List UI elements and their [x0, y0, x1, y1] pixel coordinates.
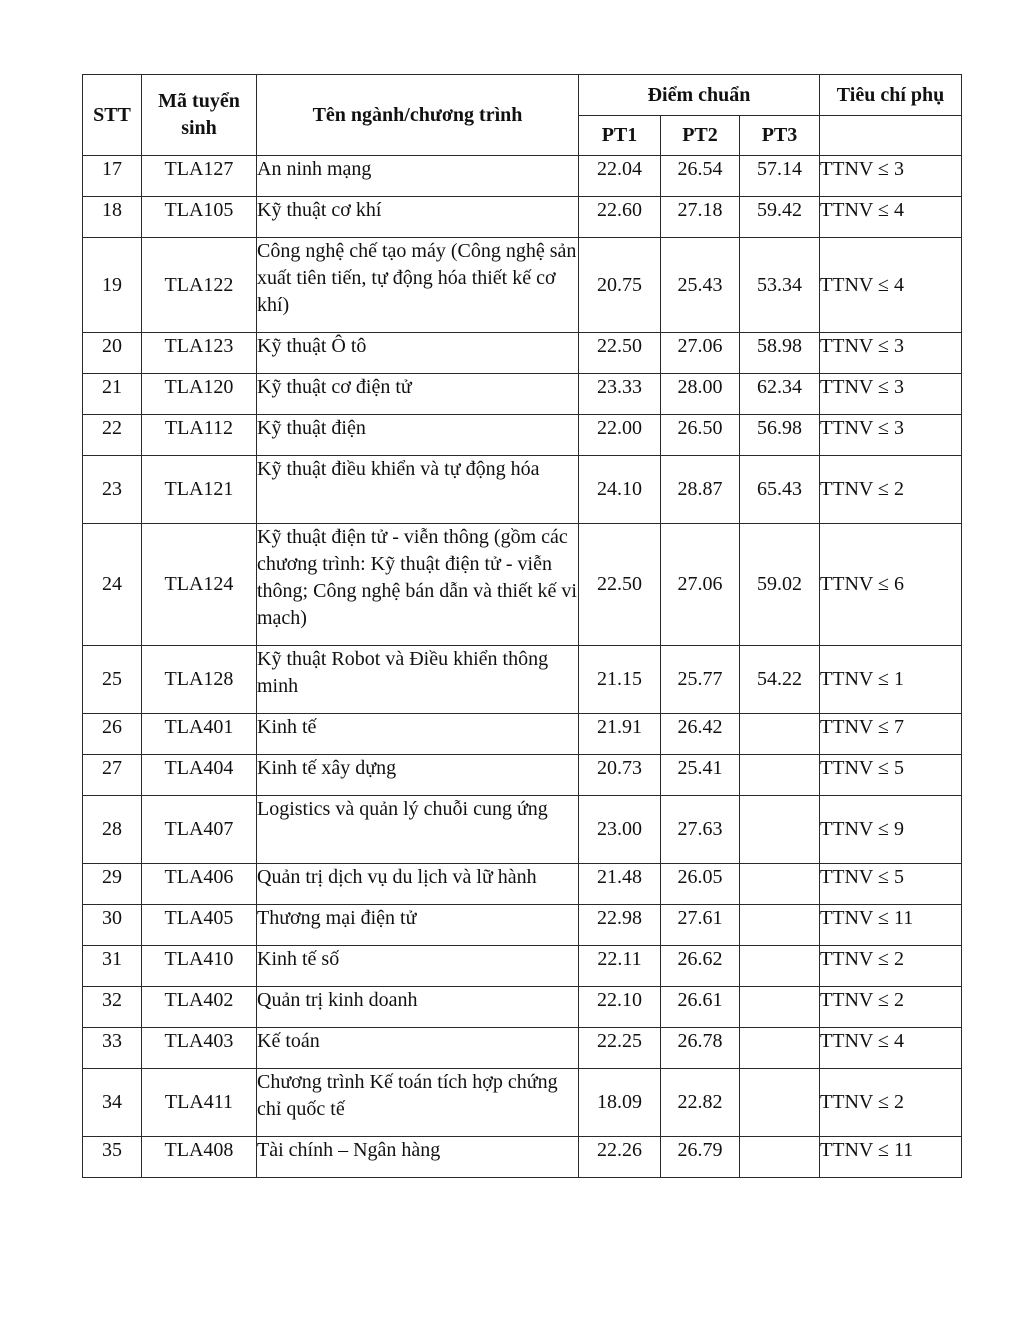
- code-cell: TLA123: [142, 333, 257, 374]
- pt3-score-cell: [740, 864, 820, 905]
- program-name-cell: Kỹ thuật Robot và Điều khiển thông minh: [257, 646, 579, 714]
- header-pt2: PT2: [661, 116, 740, 156]
- stt-cell: 20: [83, 333, 142, 374]
- stt-cell: 17: [83, 156, 142, 197]
- stt-cell: 31: [83, 946, 142, 987]
- pt3-score-cell: 57.14: [740, 156, 820, 197]
- criteria-cell: TTNV ≤ 3: [820, 415, 962, 456]
- pt3-score-cell: [740, 1137, 820, 1178]
- code-cell: TLA122: [142, 238, 257, 333]
- table-row: [83, 755, 962, 796]
- pt1-score-cell: 24.10: [579, 456, 661, 524]
- program-name-cell: Thương mại điện tử: [257, 905, 579, 946]
- pt2-score-cell: 26.62: [661, 946, 740, 987]
- pt3-score-cell: [740, 1069, 820, 1137]
- code-cell: TLA410: [142, 946, 257, 987]
- header-tieu-chi-phu: Tiêu chí phụ: [820, 75, 962, 116]
- pt2-score-cell: 22.82: [661, 1069, 740, 1137]
- code-cell: TLA105: [142, 197, 257, 238]
- pt2-score-cell: 26.54: [661, 156, 740, 197]
- criteria-cell: TTNV ≤ 4: [820, 238, 962, 333]
- pt1-score-cell: 22.00: [579, 415, 661, 456]
- pt3-score-cell: 58.98: [740, 333, 820, 374]
- pt2-score-cell: 27.06: [661, 524, 740, 646]
- table-row: [83, 374, 962, 415]
- criteria-cell: TTNV ≤ 3: [820, 156, 962, 197]
- table-row: [83, 333, 962, 374]
- table-row: [83, 905, 962, 946]
- pt1-score-cell: 20.73: [579, 755, 661, 796]
- code-cell: TLA408: [142, 1137, 257, 1178]
- header-ten-nganh: Tên ngành/chương trình: [257, 75, 579, 156]
- pt2-score-cell: 25.77: [661, 646, 740, 714]
- pt1-score-cell: 22.50: [579, 524, 661, 646]
- table-row: [83, 796, 962, 864]
- program-name-cell: Kinh tế số: [257, 946, 579, 987]
- table-row: [83, 197, 962, 238]
- pt1-score-cell: 21.48: [579, 864, 661, 905]
- code-cell: TLA124: [142, 524, 257, 646]
- pt2-score-cell: 26.50: [661, 415, 740, 456]
- pt2-score-cell: 26.42: [661, 714, 740, 755]
- program-name-cell: Chương trình Kế toán tích hợp chứng chỉ quốc tế: [257, 1069, 579, 1137]
- program-name-cell: An ninh mạng: [257, 156, 579, 197]
- pt1-score-cell: 22.26: [579, 1137, 661, 1178]
- code-cell: TLA127: [142, 156, 257, 197]
- criteria-cell: TTNV ≤ 5: [820, 755, 962, 796]
- program-name-cell: Logistics và quản lý chuỗi cung ứng: [257, 796, 579, 864]
- code-cell: TLA402: [142, 987, 257, 1028]
- code-cell: TLA120: [142, 374, 257, 415]
- table-row: [83, 946, 962, 987]
- stt-cell: 30: [83, 905, 142, 946]
- program-name-cell: Kinh tế xây dựng: [257, 755, 579, 796]
- criteria-cell: TTNV ≤ 2: [820, 946, 962, 987]
- pt1-score-cell: 21.91: [579, 714, 661, 755]
- program-name-cell: Kỹ thuật điện tử - viễn thông (gồm các chương trình: Kỹ thuật điện tử - viễn thông; Công nghệ bán dẫn và thiết kế vi mạch): [257, 524, 579, 646]
- criteria-cell: TTNV ≤ 11: [820, 905, 962, 946]
- code-cell: TLA411: [142, 1069, 257, 1137]
- pt2-score-cell: 25.43: [661, 238, 740, 333]
- table-row: [83, 1069, 962, 1137]
- stt-cell: 23: [83, 456, 142, 524]
- program-name-cell: Kỹ thuật điều khiển và tự động hóa: [257, 456, 579, 524]
- pt2-score-cell: 27.63: [661, 796, 740, 864]
- table-body: [83, 156, 962, 1178]
- stt-cell: 24: [83, 524, 142, 646]
- pt1-score-cell: 22.11: [579, 946, 661, 987]
- pt3-score-cell: 56.98: [740, 415, 820, 456]
- criteria-cell: TTNV ≤ 4: [820, 1028, 962, 1069]
- pt3-score-cell: 65.43: [740, 456, 820, 524]
- program-name-cell: Kỹ thuật điện: [257, 415, 579, 456]
- code-cell: TLA401: [142, 714, 257, 755]
- stt-cell: 18: [83, 197, 142, 238]
- pt2-score-cell: 27.18: [661, 197, 740, 238]
- pt3-score-cell: 53.34: [740, 238, 820, 333]
- program-name-cell: Kế toán: [257, 1028, 579, 1069]
- stt-cell: 34: [83, 1069, 142, 1137]
- table-row: [83, 415, 962, 456]
- code-cell: TLA112: [142, 415, 257, 456]
- pt3-score-cell: [740, 755, 820, 796]
- criteria-cell: TTNV ≤ 11: [820, 1137, 962, 1178]
- program-name-cell: Quản trị dịch vụ du lịch và lữ hành: [257, 864, 579, 905]
- code-cell: TLA121: [142, 456, 257, 524]
- criteria-cell: TTNV ≤ 9: [820, 796, 962, 864]
- stt-cell: 33: [83, 1028, 142, 1069]
- table-row: [83, 864, 962, 905]
- program-name-cell: Tài chính – Ngân hàng: [257, 1137, 579, 1178]
- pt2-score-cell: 26.79: [661, 1137, 740, 1178]
- code-cell: TLA404: [142, 755, 257, 796]
- pt1-score-cell: 22.98: [579, 905, 661, 946]
- stt-cell: 27: [83, 755, 142, 796]
- pt1-score-cell: 23.33: [579, 374, 661, 415]
- pt2-score-cell: 26.78: [661, 1028, 740, 1069]
- code-cell: TLA405: [142, 905, 257, 946]
- criteria-cell: TTNV ≤ 5: [820, 864, 962, 905]
- criteria-cell: TTNV ≤ 6: [820, 524, 962, 646]
- criteria-cell: TTNV ≤ 7: [820, 714, 962, 755]
- pt1-score-cell: 20.75: [579, 238, 661, 333]
- program-name-cell: Kinh tế: [257, 714, 579, 755]
- pt1-score-cell: 21.15: [579, 646, 661, 714]
- pt2-score-cell: 28.87: [661, 456, 740, 524]
- table-row: [83, 156, 962, 197]
- pt2-score-cell: 26.05: [661, 864, 740, 905]
- pt3-score-cell: 54.22: [740, 646, 820, 714]
- table-row: [83, 1137, 962, 1178]
- header-diem-chuan: Điểm chuẩn: [579, 75, 820, 116]
- pt1-score-cell: 18.09: [579, 1069, 661, 1137]
- pt1-score-cell: 22.60: [579, 197, 661, 238]
- criteria-cell: TTNV ≤ 1: [820, 646, 962, 714]
- stt-cell: 32: [83, 987, 142, 1028]
- pt2-score-cell: 27.06: [661, 333, 740, 374]
- header-empty: [820, 116, 962, 156]
- table-row: [83, 1028, 962, 1069]
- pt3-score-cell: [740, 946, 820, 987]
- criteria-cell: TTNV ≤ 3: [820, 374, 962, 415]
- pt3-score-cell: [740, 905, 820, 946]
- pt1-score-cell: 22.25: [579, 1028, 661, 1069]
- code-cell: TLA403: [142, 1028, 257, 1069]
- code-cell: TLA406: [142, 864, 257, 905]
- table-row: [83, 987, 962, 1028]
- table-row: [83, 524, 962, 646]
- pt2-score-cell: 27.61: [661, 905, 740, 946]
- stt-cell: 35: [83, 1137, 142, 1178]
- stt-cell: 28: [83, 796, 142, 864]
- pt3-score-cell: 59.02: [740, 524, 820, 646]
- code-cell: TLA407: [142, 796, 257, 864]
- criteria-cell: TTNV ≤ 2: [820, 987, 962, 1028]
- criteria-cell: TTNV ≤ 4: [820, 197, 962, 238]
- pt3-score-cell: [740, 1028, 820, 1069]
- header-ma-tuyen-sinh: Mã tuyển sinh: [142, 75, 257, 156]
- table-row: [83, 238, 962, 333]
- header-stt: STT: [83, 75, 142, 156]
- pt3-score-cell: [740, 987, 820, 1028]
- program-name-cell: Công nghệ chế tạo máy (Công nghệ sản xuất tiên tiến, tự động hóa thiết kế cơ khí): [257, 238, 579, 333]
- program-name-cell: Kỹ thuật cơ điện tử: [257, 374, 579, 415]
- criteria-cell: TTNV ≤ 2: [820, 456, 962, 524]
- pt1-score-cell: 22.10: [579, 987, 661, 1028]
- stt-cell: 29: [83, 864, 142, 905]
- stt-cell: 26: [83, 714, 142, 755]
- pt2-score-cell: 26.61: [661, 987, 740, 1028]
- table-row: [83, 646, 962, 714]
- table-row: [83, 714, 962, 755]
- program-name-cell: Kỹ thuật cơ khí: [257, 197, 579, 238]
- pt1-score-cell: 22.50: [579, 333, 661, 374]
- table-row: [83, 456, 962, 524]
- program-name-cell: Quản trị kinh doanh: [257, 987, 579, 1028]
- criteria-cell: TTNV ≤ 3: [820, 333, 962, 374]
- criteria-cell: TTNV ≤ 2: [820, 1069, 962, 1137]
- code-cell: TLA128: [142, 646, 257, 714]
- stt-cell: 22: [83, 415, 142, 456]
- pt3-score-cell: 59.42: [740, 197, 820, 238]
- stt-cell: 21: [83, 374, 142, 415]
- pt3-score-cell: [740, 714, 820, 755]
- pt3-score-cell: [740, 796, 820, 864]
- pt3-score-cell: 62.34: [740, 374, 820, 415]
- stt-cell: 25: [83, 646, 142, 714]
- pt1-score-cell: 22.04: [579, 156, 661, 197]
- program-name-cell: Kỹ thuật Ô tô: [257, 333, 579, 374]
- header-pt3: PT3: [740, 116, 820, 156]
- pt2-score-cell: 28.00: [661, 374, 740, 415]
- pt1-score-cell: 23.00: [579, 796, 661, 864]
- stt-cell: 19: [83, 238, 142, 333]
- pt2-score-cell: 25.41: [661, 755, 740, 796]
- header-pt1: PT1: [579, 116, 661, 156]
- admission-scores-table: [82, 74, 962, 1178]
